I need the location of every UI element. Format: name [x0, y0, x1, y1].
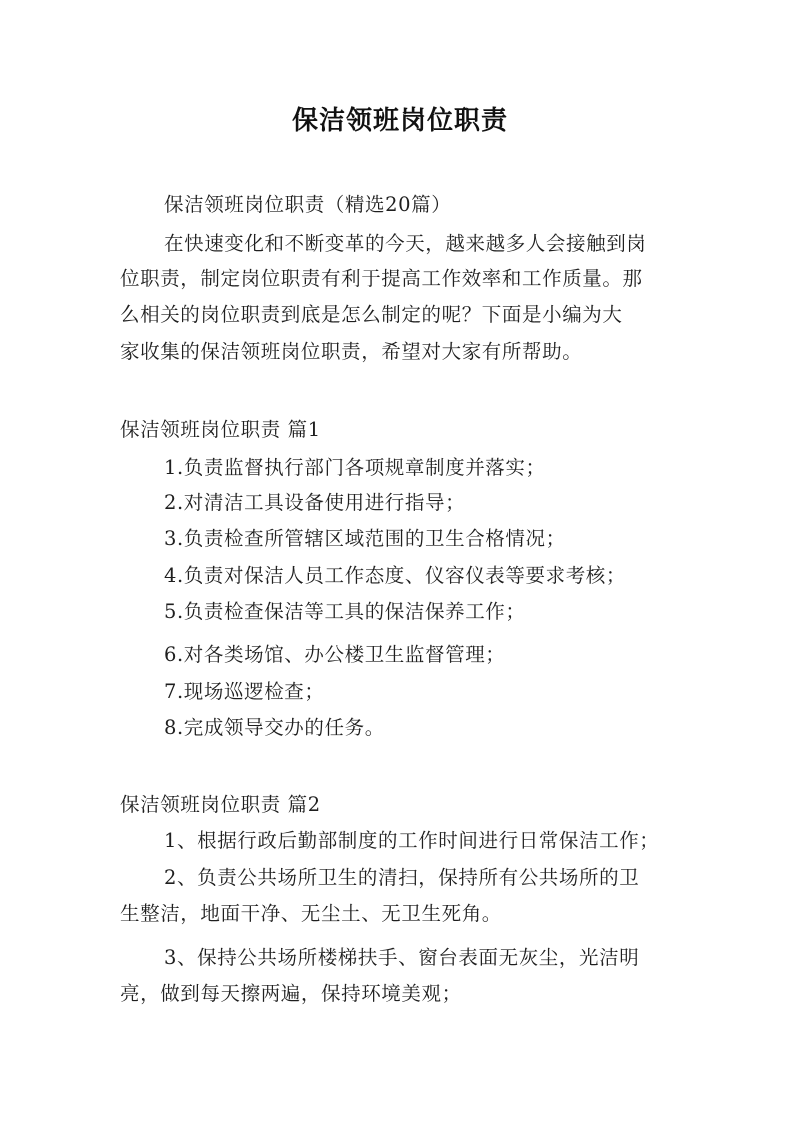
section1-item: 6.对各类场馆、办公楼卫生监督管理；	[164, 643, 506, 666]
intro-line: 位职责，制定岗位职责有利于提高工作效率和工作质量。那	[120, 267, 643, 290]
intro-line: 么相关的岗位职责到底是怎么制定的呢？下面是小编为大	[120, 303, 623, 326]
section1-item: 1.负责监督执行部门各项规章制度并落实；	[164, 456, 546, 479]
section2-heading: 保洁领班岗位职责 篇2	[120, 793, 321, 816]
section2-line: 1、根据行政后勤部制度的工作时间进行日常保洁工作；	[164, 829, 660, 852]
intro-line: 在快速变化和不断变革的今天，越来越多人会接触到岗	[164, 232, 647, 255]
section1-item: 3.负责检查所管辖区域范围的卫生合格情况；	[164, 527, 566, 550]
section2-line: 2、负责公共场所卫生的清扫，保持所有公共场所的卫	[164, 866, 640, 889]
section1-item: 7.现场巡逻检查；	[164, 680, 325, 703]
section2-line: 3、保持公共场所楼梯扶手、窗台表面无灰尘，光洁明	[164, 946, 640, 969]
section1-item: 2.对清洁工具设备使用进行指导；	[164, 491, 466, 514]
intro-line: 家收集的保洁领班岗位职责，希望对大家有所帮助。	[120, 340, 583, 363]
section1-item: 4.负责对保洁人员工作态度、仪容仪表等要求考核；	[164, 564, 627, 587]
section1-item: 8.完成领导交办的任务。	[164, 716, 385, 739]
section2-line: 生整洁，地面干净、无尘土、无卫生死角。	[120, 902, 502, 925]
section1-item: 5.负责检查保洁等工具的保洁保养工作；	[164, 600, 526, 623]
document-subtitle: 保洁领班岗位职责（精选20篇）	[164, 193, 452, 216]
section2-line: 亮，做到每天擦两遍，保持环境美观；	[120, 982, 462, 1005]
document-title: 保洁领班岗位职责	[291, 106, 508, 136]
section1-heading: 保洁领班岗位职责 篇1	[120, 418, 321, 441]
